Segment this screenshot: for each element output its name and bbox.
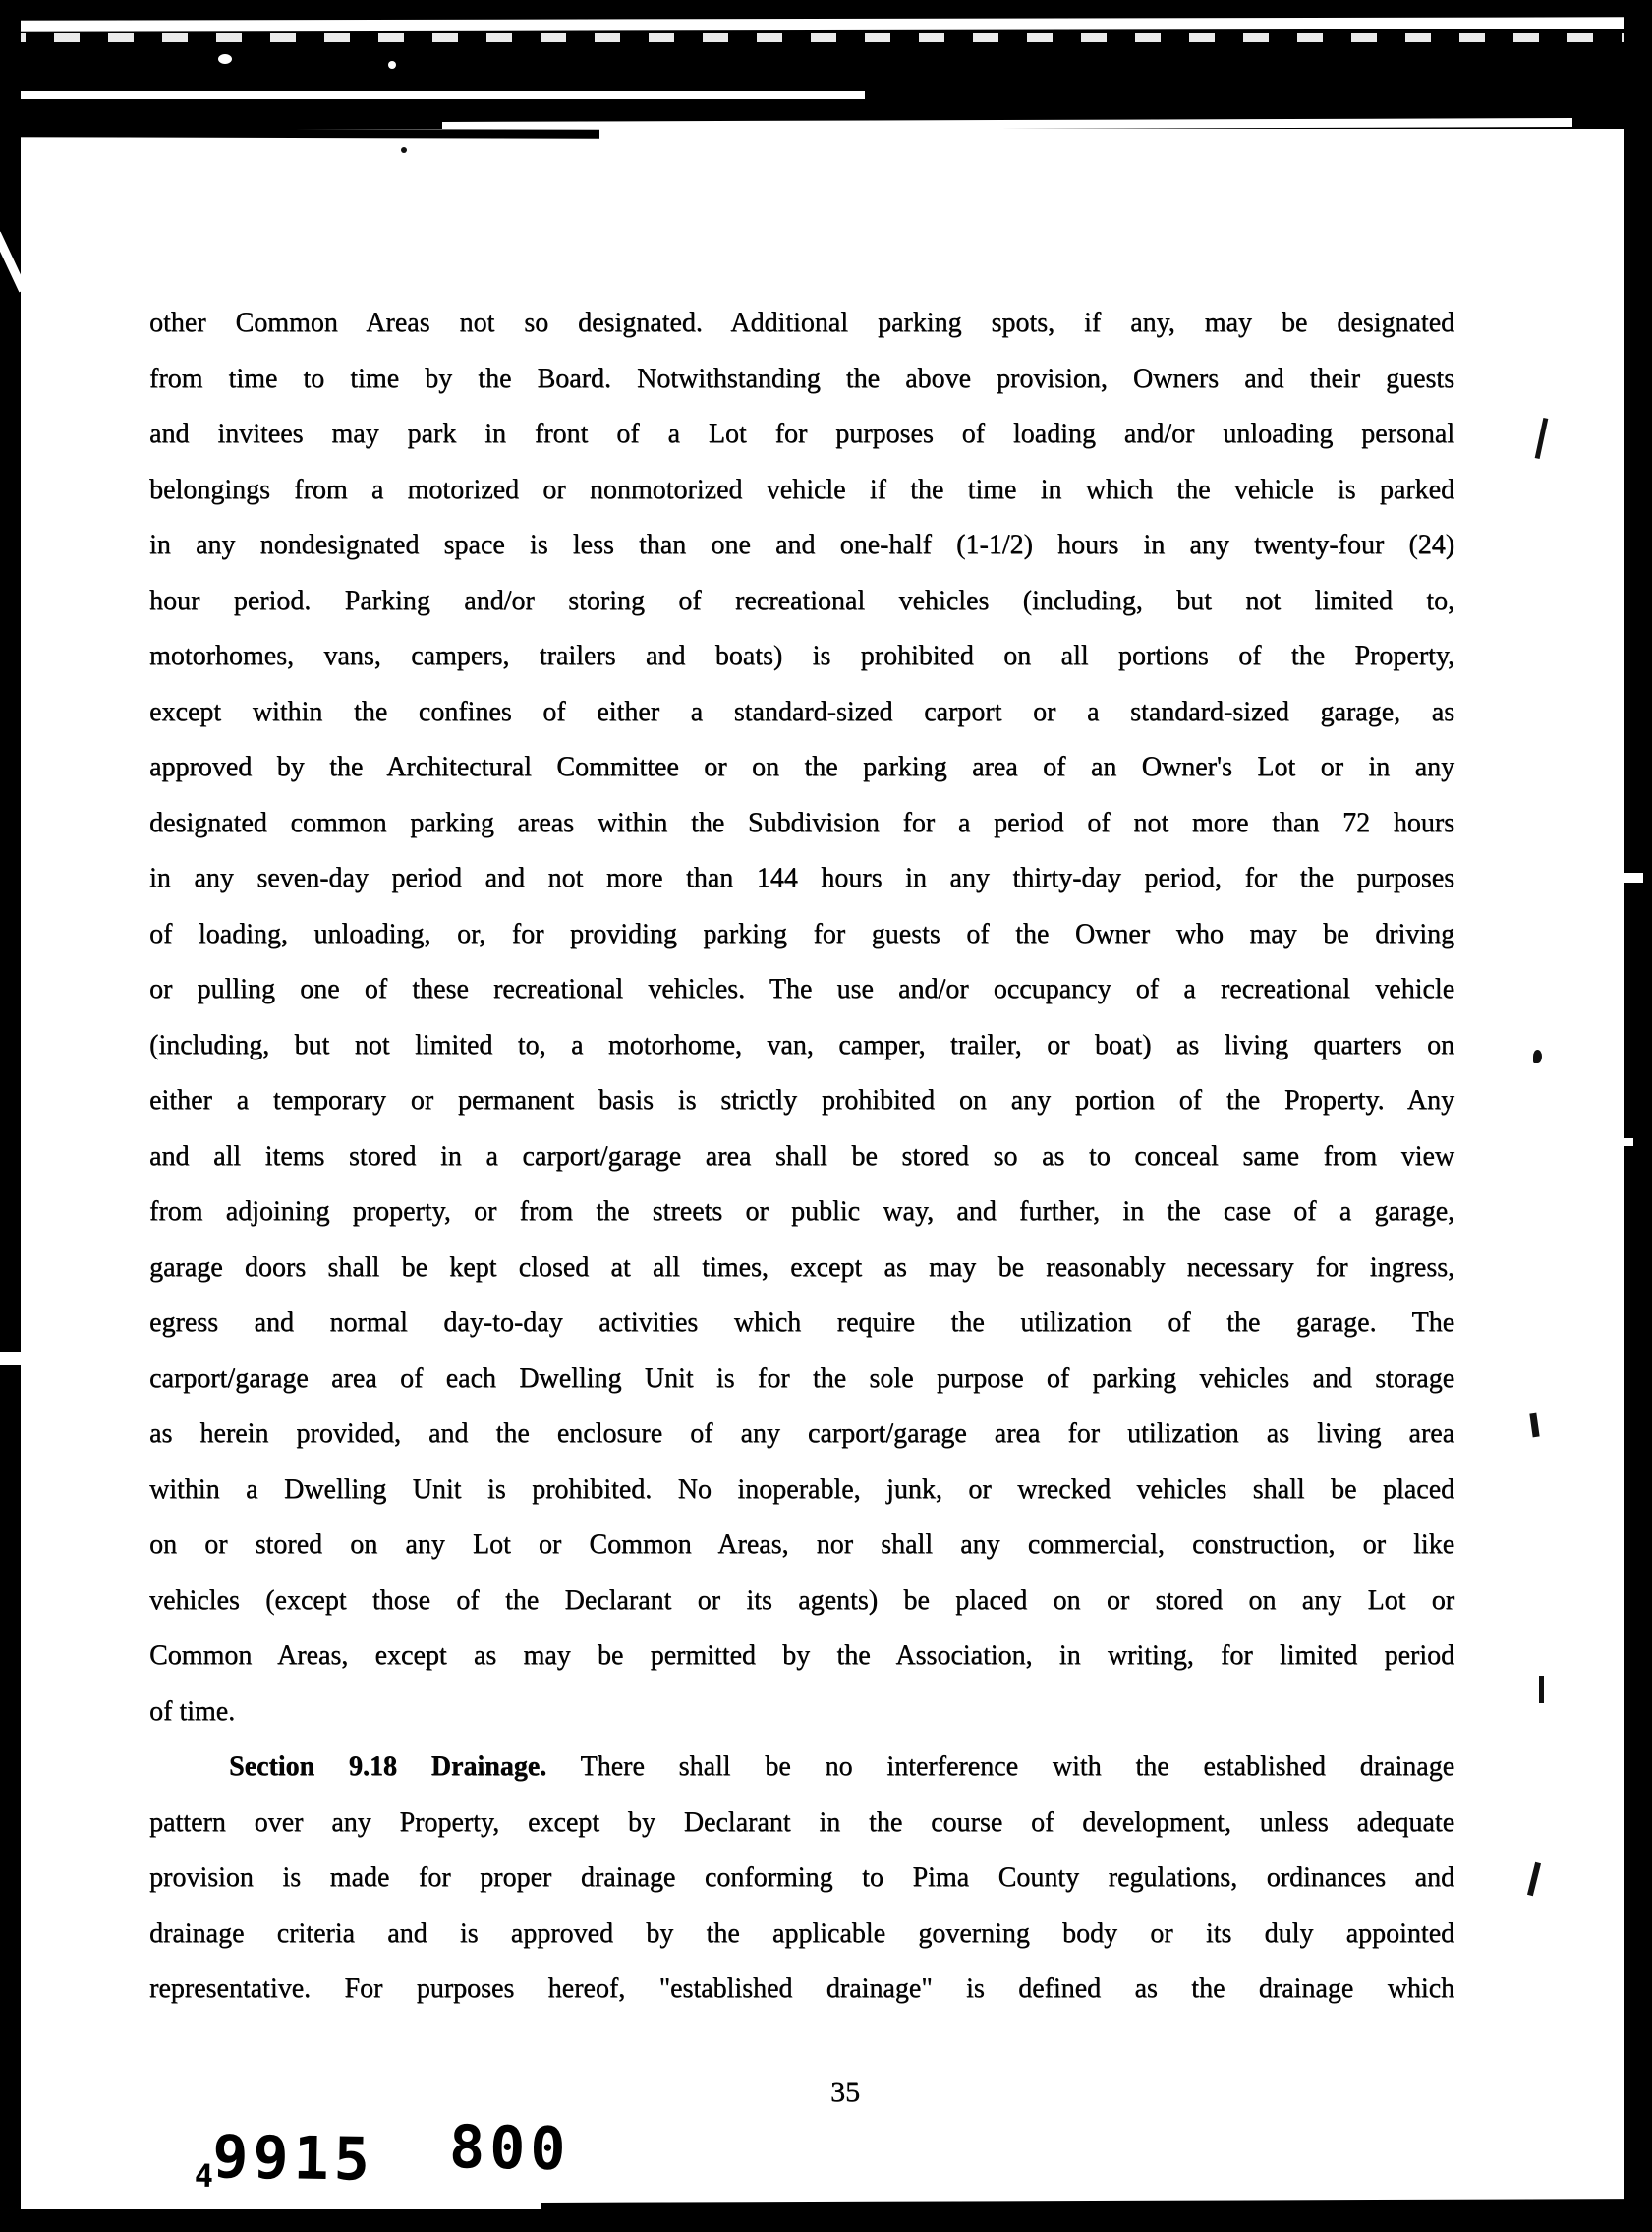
scan-border-gap bbox=[1617, 1138, 1633, 1146]
scan-streak-dashed bbox=[0, 33, 1652, 42]
text-line: from adjoining property, or from the streets or public way, and further, in the case of a garage, bbox=[149, 1196, 1454, 1227]
text-line: on or stored on any Lot or Common Areas, nor shall any commercial, construction, or like bbox=[149, 1529, 1454, 1560]
scan-border-top bbox=[0, 0, 1652, 129]
text-line: from time to time by the Board. Notwithstanding the above provision, Owners and their guests bbox=[149, 363, 1454, 394]
text-line: in any seven-day period and not more than 144 hours in any thirty-day period, for the purposes bbox=[149, 863, 1454, 893]
text-line: vehicles (except those of the Declarant or its agents) be placed on or stored on any Lot or bbox=[149, 1584, 1454, 1616]
text-line: motorhomes, vans, campers, trailers and boats) is prohibited on all portions of the Property, bbox=[149, 641, 1454, 671]
text-line: provision is made for proper drainage conforming to Pima County regulations, ordinances and bbox=[149, 1862, 1454, 1893]
text-line: (including, but not limited to, a motorhome, van, camper, trailer, or boat) as living quarters on bbox=[149, 1029, 1454, 1060]
text-line: egress and normal day-to-day activities which require the utilization of the garage. The bbox=[149, 1307, 1454, 1338]
section-heading-line: Section 9.18 Drainage. There shall be no interference with the established drainage bbox=[229, 1751, 1455, 1782]
text-line: and invitees may park in front of a Lot for purposes of loading and/or unloading personal bbox=[149, 419, 1454, 449]
scan-streak bbox=[0, 17, 1652, 32]
scan-speck bbox=[1533, 1050, 1542, 1063]
scan-speck bbox=[1529, 1413, 1539, 1438]
scan-speck bbox=[1539, 1676, 1544, 1703]
text-line: of time. bbox=[149, 1695, 236, 1727]
text-line: or pulling one of these recreational vehicles. The use and/or occupancy of a recreational vehicle bbox=[149, 974, 1454, 1004]
text-line: other Common Areas not so designated. Additional parking spots, if any, may be designated bbox=[149, 308, 1454, 338]
text-line: belongings from a motorized or nonmotorized vehicle if the time in which the vehicle is parked bbox=[149, 474, 1454, 505]
text-line: approved by the Architectural Committee or on the parking area of an Owner's Lot or in any bbox=[149, 752, 1454, 782]
scan-speck bbox=[1527, 1862, 1541, 1896]
text-line: carport/garage area of each Dwelling Unit is for the sole purpose of parking vehicles and storage bbox=[149, 1362, 1454, 1394]
text-line: representative. For purposes hereof, "established drainage" is defined as the drainage which bbox=[149, 1974, 1454, 2004]
text-line: Common Areas, except as may be permitted by the Association, in writing, for limited period bbox=[149, 1640, 1454, 1671]
stamp-number bbox=[194, 2113, 572, 2202]
text-line: pattern over any Property, except by Declarant in the course of development, unless adequate bbox=[149, 1806, 1454, 1838]
scan-speck bbox=[401, 147, 407, 153]
scan-streak bbox=[442, 118, 1572, 131]
text-line: in any nondesignated space is less than one and one-half (1-1/2) hours in any twenty-four (24) bbox=[149, 530, 1454, 560]
text-line: garage doors shall be kept closed at all times, except as may be reasonably necessary for ingress, bbox=[149, 1251, 1454, 1283]
section-heading: Section 9.18 Drainage. bbox=[229, 1751, 547, 1782]
scan-speck bbox=[1535, 418, 1549, 459]
scan-speck bbox=[218, 54, 232, 64]
text-line: either a temporary or permanent basis is strictly prohibited on any portion of the Property. Any bbox=[149, 1085, 1454, 1116]
text-line: hour period. Parking and/or storing of recreational vehicles (including, but not limited to, bbox=[149, 585, 1454, 616]
stamp-prefix-digit: 4 bbox=[194, 2156, 214, 2195]
text-line: drainage criteria and is approved by the applicable governing body or its duly appointed bbox=[149, 1917, 1454, 1949]
scan-border-gap bbox=[1624, 873, 1643, 883]
scan-border-right bbox=[1624, 0, 1652, 2232]
scan-border-left bbox=[0, 0, 21, 2232]
text-line: and all items stored in a carport/garage area shall be stored so as to conceal same from view bbox=[149, 1140, 1454, 1172]
page-number: 35 bbox=[830, 2076, 860, 2108]
document-text bbox=[149, 296, 1454, 2018]
stamp-right-number: 800 bbox=[448, 2113, 572, 2185]
text-line: of loading, unloading, or, for providing parking for guests of the Owner who may be driving bbox=[149, 918, 1454, 949]
stamp-left-number: 9915 bbox=[211, 2122, 375, 2195]
scan-border-top-edge bbox=[0, 128, 599, 139]
scan-streak bbox=[0, 91, 865, 99]
scan-border-gap bbox=[0, 1352, 21, 1365]
text-line: except within the confines of either a standard-sized carport or a standard-sized garage, as bbox=[149, 696, 1454, 727]
text-line: within a Dwelling Unit is prohibited. No inoperable, junk, or wrecked vehicles shall be placed bbox=[149, 1473, 1454, 1505]
text-line: as herein provided, and the enclosure of any carport/garage area for utilization as living area bbox=[149, 1418, 1454, 1449]
text-line: designated common parking areas within the Subdivision for a period of not more than 72 hours bbox=[149, 807, 1454, 838]
scan-speck bbox=[388, 61, 396, 69]
